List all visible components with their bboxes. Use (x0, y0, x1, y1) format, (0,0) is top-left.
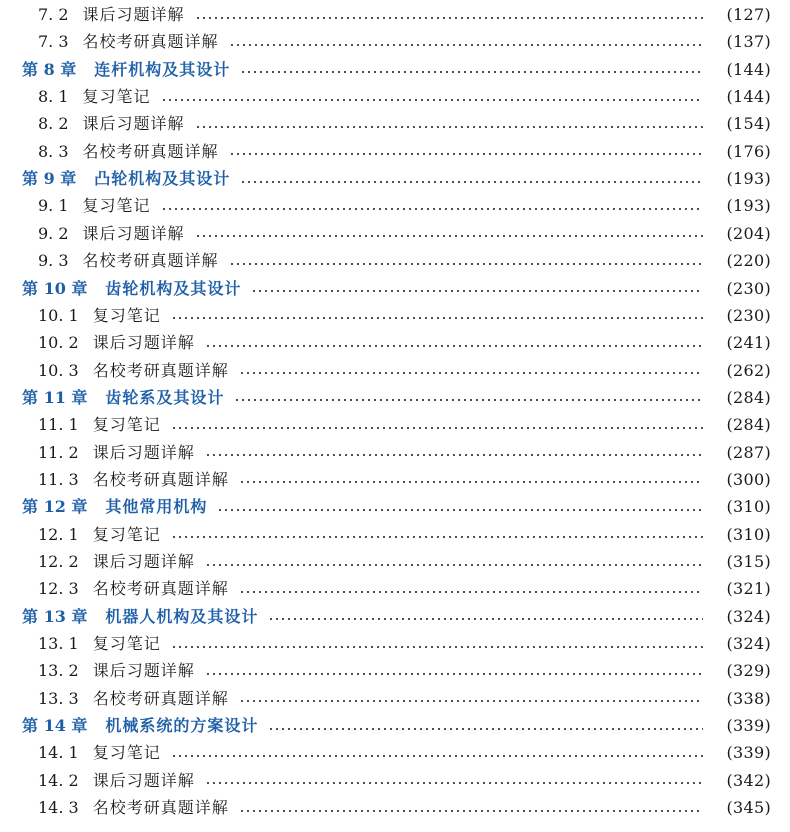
section-number: 8. 3 (38, 141, 69, 161)
dot-leader (268, 728, 703, 730)
section-title: 复习笔记 (92, 743, 161, 763)
toc-chapter-row[interactable] (0, 603, 790, 630)
dot-leader (229, 153, 703, 155)
toc-section-row[interactable] (0, 247, 790, 274)
dot-leader (251, 290, 703, 292)
toc-section-row[interactable] (0, 110, 790, 137)
page-number: (338) (726, 688, 771, 708)
page-number: (193) (726, 196, 771, 216)
toc-section-row[interactable] (0, 575, 790, 602)
page-number: (144) (726, 59, 771, 79)
section-number: 13. 1 (38, 634, 79, 654)
toc-section-row[interactable] (0, 192, 790, 219)
section-number: 7. 3 (38, 32, 69, 52)
toc-section-row[interactable] (0, 83, 790, 110)
dot-leader (239, 810, 703, 812)
section-title: 复习笔记 (82, 196, 151, 216)
section-title: 课后习题详解 (82, 114, 185, 134)
toc-section-row[interactable] (0, 302, 790, 329)
dot-leader (171, 427, 703, 429)
section-number: 10. 3 (38, 360, 79, 380)
chapter-title: 连杆机构及其设计 (94, 59, 231, 79)
section-title: 课后习题详解 (82, 5, 185, 24)
page-number: (241) (726, 333, 771, 353)
section-title: 复习笔记 (92, 305, 161, 325)
section-title: 复习笔记 (92, 415, 161, 435)
dot-leader (195, 126, 703, 128)
section-title: 复习笔记 (92, 634, 161, 654)
section-number: 9. 3 (38, 251, 69, 271)
toc-chapter-row[interactable] (0, 493, 790, 520)
section-title: 名校考研真题详解 (82, 32, 219, 52)
section-number: 11. 1 (38, 415, 79, 435)
page-number: (284) (726, 387, 771, 407)
section-number: 12. 3 (38, 579, 79, 599)
section-title: 名校考研真题详解 (92, 798, 229, 818)
dot-leader (171, 755, 703, 757)
section-number: 13. 2 (38, 661, 79, 681)
page-number: (230) (726, 278, 771, 298)
chapter-number: 第 10 章 (22, 278, 88, 298)
section-title: 名校考研真题详解 (92, 579, 229, 599)
toc-section-row[interactable] (0, 548, 790, 575)
page-number: (230) (726, 305, 771, 325)
section-number: 12. 2 (38, 552, 79, 571)
page-number: (339) (726, 716, 771, 736)
chapter-number: 第 9 章 (22, 169, 77, 189)
chapter-title: 齿轮机构及其设计 (105, 278, 242, 298)
dot-leader (171, 317, 703, 319)
toc-section-row[interactable] (0, 521, 790, 548)
toc-section-row[interactable] (0, 357, 790, 384)
page-number: (137) (726, 32, 771, 52)
toc-section-row[interactable] (0, 630, 790, 657)
page-number: (339) (726, 743, 771, 763)
section-number: 11. 3 (38, 469, 79, 489)
page-number: (284) (726, 415, 771, 435)
section-number: 11. 2 (38, 442, 79, 462)
chapter-number: 第 13 章 (22, 606, 88, 626)
chapter-number: 第 12 章 (22, 497, 88, 517)
dot-leader (240, 181, 703, 183)
dot-leader (268, 618, 703, 620)
chapter-number: 第 14 章 (22, 716, 88, 736)
dot-leader (161, 99, 703, 101)
section-number: 10. 2 (38, 333, 79, 353)
page-number: (345) (726, 798, 771, 818)
page-number: (262) (726, 360, 771, 380)
toc-section-row[interactable] (0, 439, 790, 466)
toc-section-row[interactable] (0, 794, 790, 821)
toc-section-row[interactable] (0, 329, 790, 356)
page-number: (321) (726, 579, 771, 599)
toc-chapter-row[interactable] (0, 275, 790, 302)
toc-chapter-row[interactable] (0, 712, 790, 739)
section-title: 名校考研真题详解 (82, 251, 219, 271)
chapter-title: 齿轮系及其设计 (105, 387, 225, 407)
section-number: 7. 2 (38, 5, 69, 24)
toc-section-row[interactable] (0, 466, 790, 493)
toc-section-row[interactable] (0, 28, 790, 55)
dot-leader (217, 509, 703, 511)
toc-chapter-row[interactable] (0, 384, 790, 411)
toc-chapter-row[interactable] (0, 165, 790, 192)
section-title: 课后习题详解 (92, 552, 195, 571)
dot-leader (161, 208, 703, 210)
toc-chapter-row[interactable] (0, 56, 790, 83)
section-title: 课后习题详解 (92, 770, 195, 790)
toc-section-row[interactable] (0, 138, 790, 165)
toc-section-row[interactable] (0, 685, 790, 712)
page-number: (315) (726, 552, 771, 571)
page-number: (324) (726, 606, 771, 626)
dot-leader (239, 591, 703, 593)
dot-leader (195, 235, 703, 237)
dot-leader (205, 345, 703, 347)
chapter-number: 第 11 章 (22, 387, 88, 407)
section-number: 9. 1 (38, 196, 69, 216)
page-number: (154) (726, 114, 771, 134)
dot-leader (229, 44, 703, 46)
section-title: 名校考研真题详解 (82, 141, 219, 161)
toc-section-row[interactable] (0, 739, 790, 766)
section-title: 复习笔记 (92, 524, 161, 544)
section-title: 课后习题详解 (92, 661, 195, 681)
chapter-title: 机器人机构及其设计 (105, 606, 259, 626)
section-title: 名校考研真题详解 (92, 688, 229, 708)
dot-leader (239, 372, 703, 374)
toc-section-row[interactable] (0, 657, 790, 684)
toc-section-row[interactable] (0, 411, 790, 438)
dot-leader (239, 481, 703, 483)
page-number: (310) (726, 497, 771, 517)
page-number: (300) (726, 469, 771, 489)
dot-leader (171, 536, 703, 538)
section-number: 8. 2 (38, 114, 69, 134)
chapter-title: 其他常用机构 (105, 497, 208, 517)
section-title: 课后习题详解 (92, 442, 195, 462)
toc-section-row[interactable] (0, 1, 790, 28)
page-number: (329) (726, 661, 771, 681)
page-number: (342) (726, 770, 771, 790)
toc-section-row[interactable] (0, 220, 790, 247)
chapter-number: 第 8 章 (22, 59, 77, 79)
section-number: 14. 2 (38, 770, 79, 790)
page-number: (127) (726, 5, 771, 24)
page-number: (220) (726, 251, 771, 271)
dot-leader (205, 782, 703, 784)
page-number: (287) (726, 442, 771, 462)
page-number: (310) (726, 524, 771, 544)
page-number: (204) (726, 223, 771, 243)
dot-leader (205, 673, 703, 675)
section-number: 10. 1 (38, 305, 79, 325)
section-title: 复习笔记 (82, 87, 151, 107)
dot-leader (239, 700, 703, 702)
dot-leader (205, 454, 703, 456)
section-title: 课后习题详解 (82, 223, 185, 243)
page-number: (144) (726, 87, 771, 107)
section-number: 14. 1 (38, 743, 79, 763)
chapter-title: 机械系统的方案设计 (105, 716, 259, 736)
toc-section-row[interactable] (0, 767, 790, 794)
section-number: 12. 1 (38, 524, 79, 544)
dot-leader (171, 646, 703, 648)
dot-leader (240, 71, 703, 73)
page-number: (324) (726, 634, 771, 654)
dot-leader (234, 399, 703, 401)
section-title: 名校考研真题详解 (92, 360, 229, 380)
dot-leader (195, 17, 703, 19)
dot-leader (205, 564, 703, 566)
dot-leader (229, 263, 703, 265)
section-number: 14. 3 (38, 798, 79, 818)
section-number: 9. 2 (38, 223, 69, 243)
page-number: (193) (726, 169, 771, 189)
section-number: 13. 3 (38, 688, 79, 708)
section-title: 课后习题详解 (92, 333, 195, 353)
page-number: (176) (726, 141, 771, 161)
section-number: 8. 1 (38, 87, 69, 107)
section-title: 名校考研真题详解 (92, 469, 229, 489)
chapter-title: 凸轮机构及其设计 (94, 169, 231, 189)
